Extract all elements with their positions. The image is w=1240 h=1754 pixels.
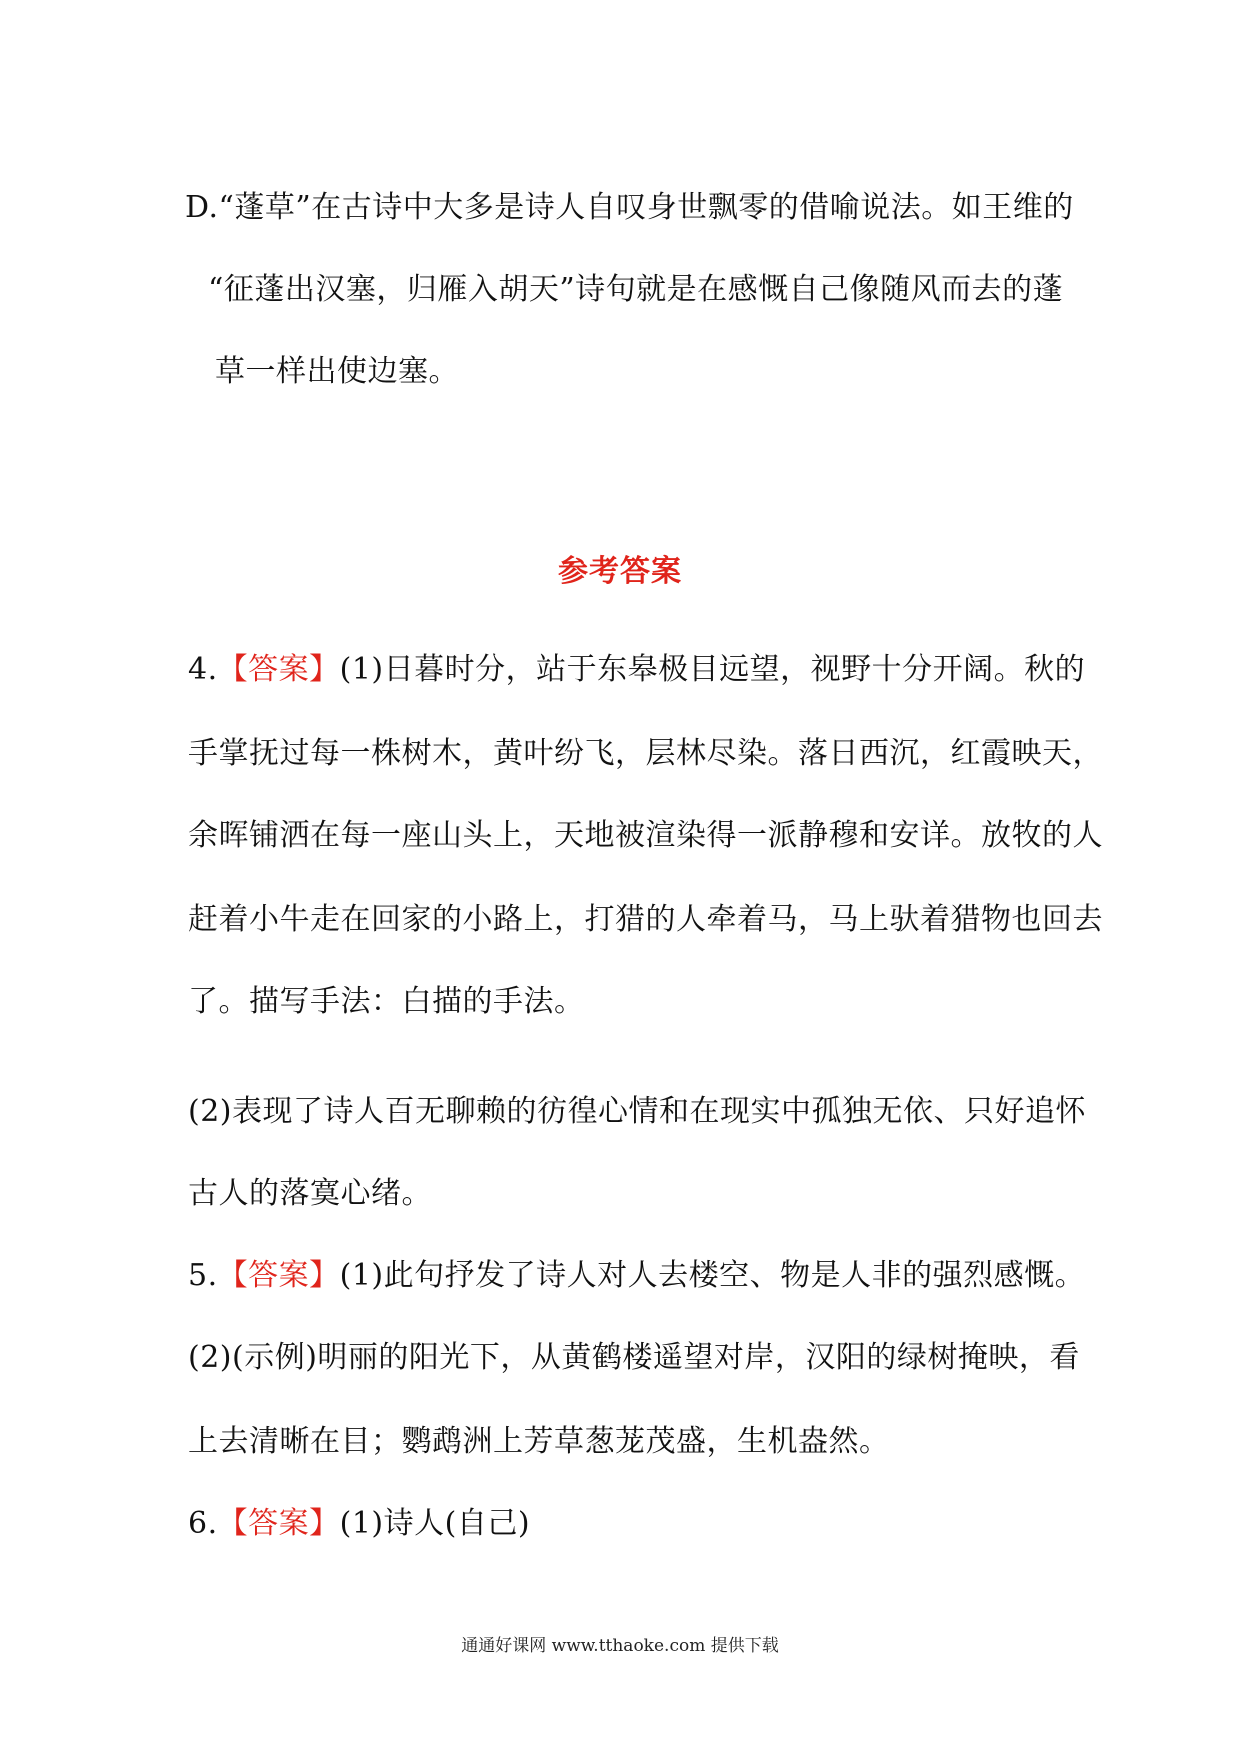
answer-4-line-5: 了。描写手法：白描的手法。 [188, 984, 585, 1019]
answer-6-text: (1)诗人(自己) [339, 1506, 531, 1541]
question-d-line-2: “征蓬出汉塞，归雁入胡天”诗句就是在感慨自己像随风而去的蓬 [208, 272, 1064, 307]
answer-4-number: 4. [188, 652, 218, 687]
answer-4-line-1 [188, 650, 1085, 690]
answer-4-part-2-line-2: 古人的落寞心绪。 [188, 1176, 432, 1211]
answer-4-text: (1)日暮时分，站于东皋极目远望，视野十分开阔。秋的 [339, 652, 1086, 687]
answer-4-part-2-line-1: (2)表现了诗人百无聊赖的彷徨心情和在现实中孤独无依、只好追怀 [188, 1094, 1086, 1129]
answer-tag: 【答案】 [217, 1258, 340, 1293]
answer-5-line-1 [188, 1256, 1085, 1296]
answer-4-line-3: 余晖铺洒在每一座山头上，天地被渲染得一派静穆和安详。放牧的人 [188, 818, 1103, 853]
answer-4-line-4: 赶着小牛走在回家的小路上，打猎的人牵着马，马上驮着猎物也回去 [188, 902, 1103, 937]
question-d-line-3: 草一样出使边塞。 [215, 354, 459, 389]
answer-5-text: (1)此句抒发了诗人对人去楼空、物是人非的强烈感慨。 [339, 1258, 1086, 1293]
answer-6-line-1 [188, 1504, 530, 1544]
answer-tag: 【答案】 [217, 652, 340, 687]
answer-5-line-3: 上去清晰在目；鹦鹉洲上芳草葱茏茂盛，生机盎然。 [188, 1424, 890, 1459]
answer-5-number: 5. [188, 1258, 218, 1293]
answer-5-line-2: (2)(示例)明丽的阳光下，从黄鹤楼遥望对岸，汉阳的绿树掩映，看 [188, 1340, 1080, 1375]
answer-4-line-2: 手掌抚过每一株树木，黄叶纷飞，层林尽染。落日西沉，红霞映天， [188, 736, 1103, 771]
question-d-line-1: D.“蓬草”在古诗中大多是诗人自叹身世飘零的借喻说法。如王维的 [185, 190, 1074, 225]
answers-title: 参考答案 [558, 554, 682, 589]
answer-6-number: 6. [188, 1506, 218, 1541]
answer-tag: 【答案】 [217, 1506, 340, 1541]
page-footer: 通通好课网 www.tthaoke.com 提供下载 [461, 1636, 779, 1656]
